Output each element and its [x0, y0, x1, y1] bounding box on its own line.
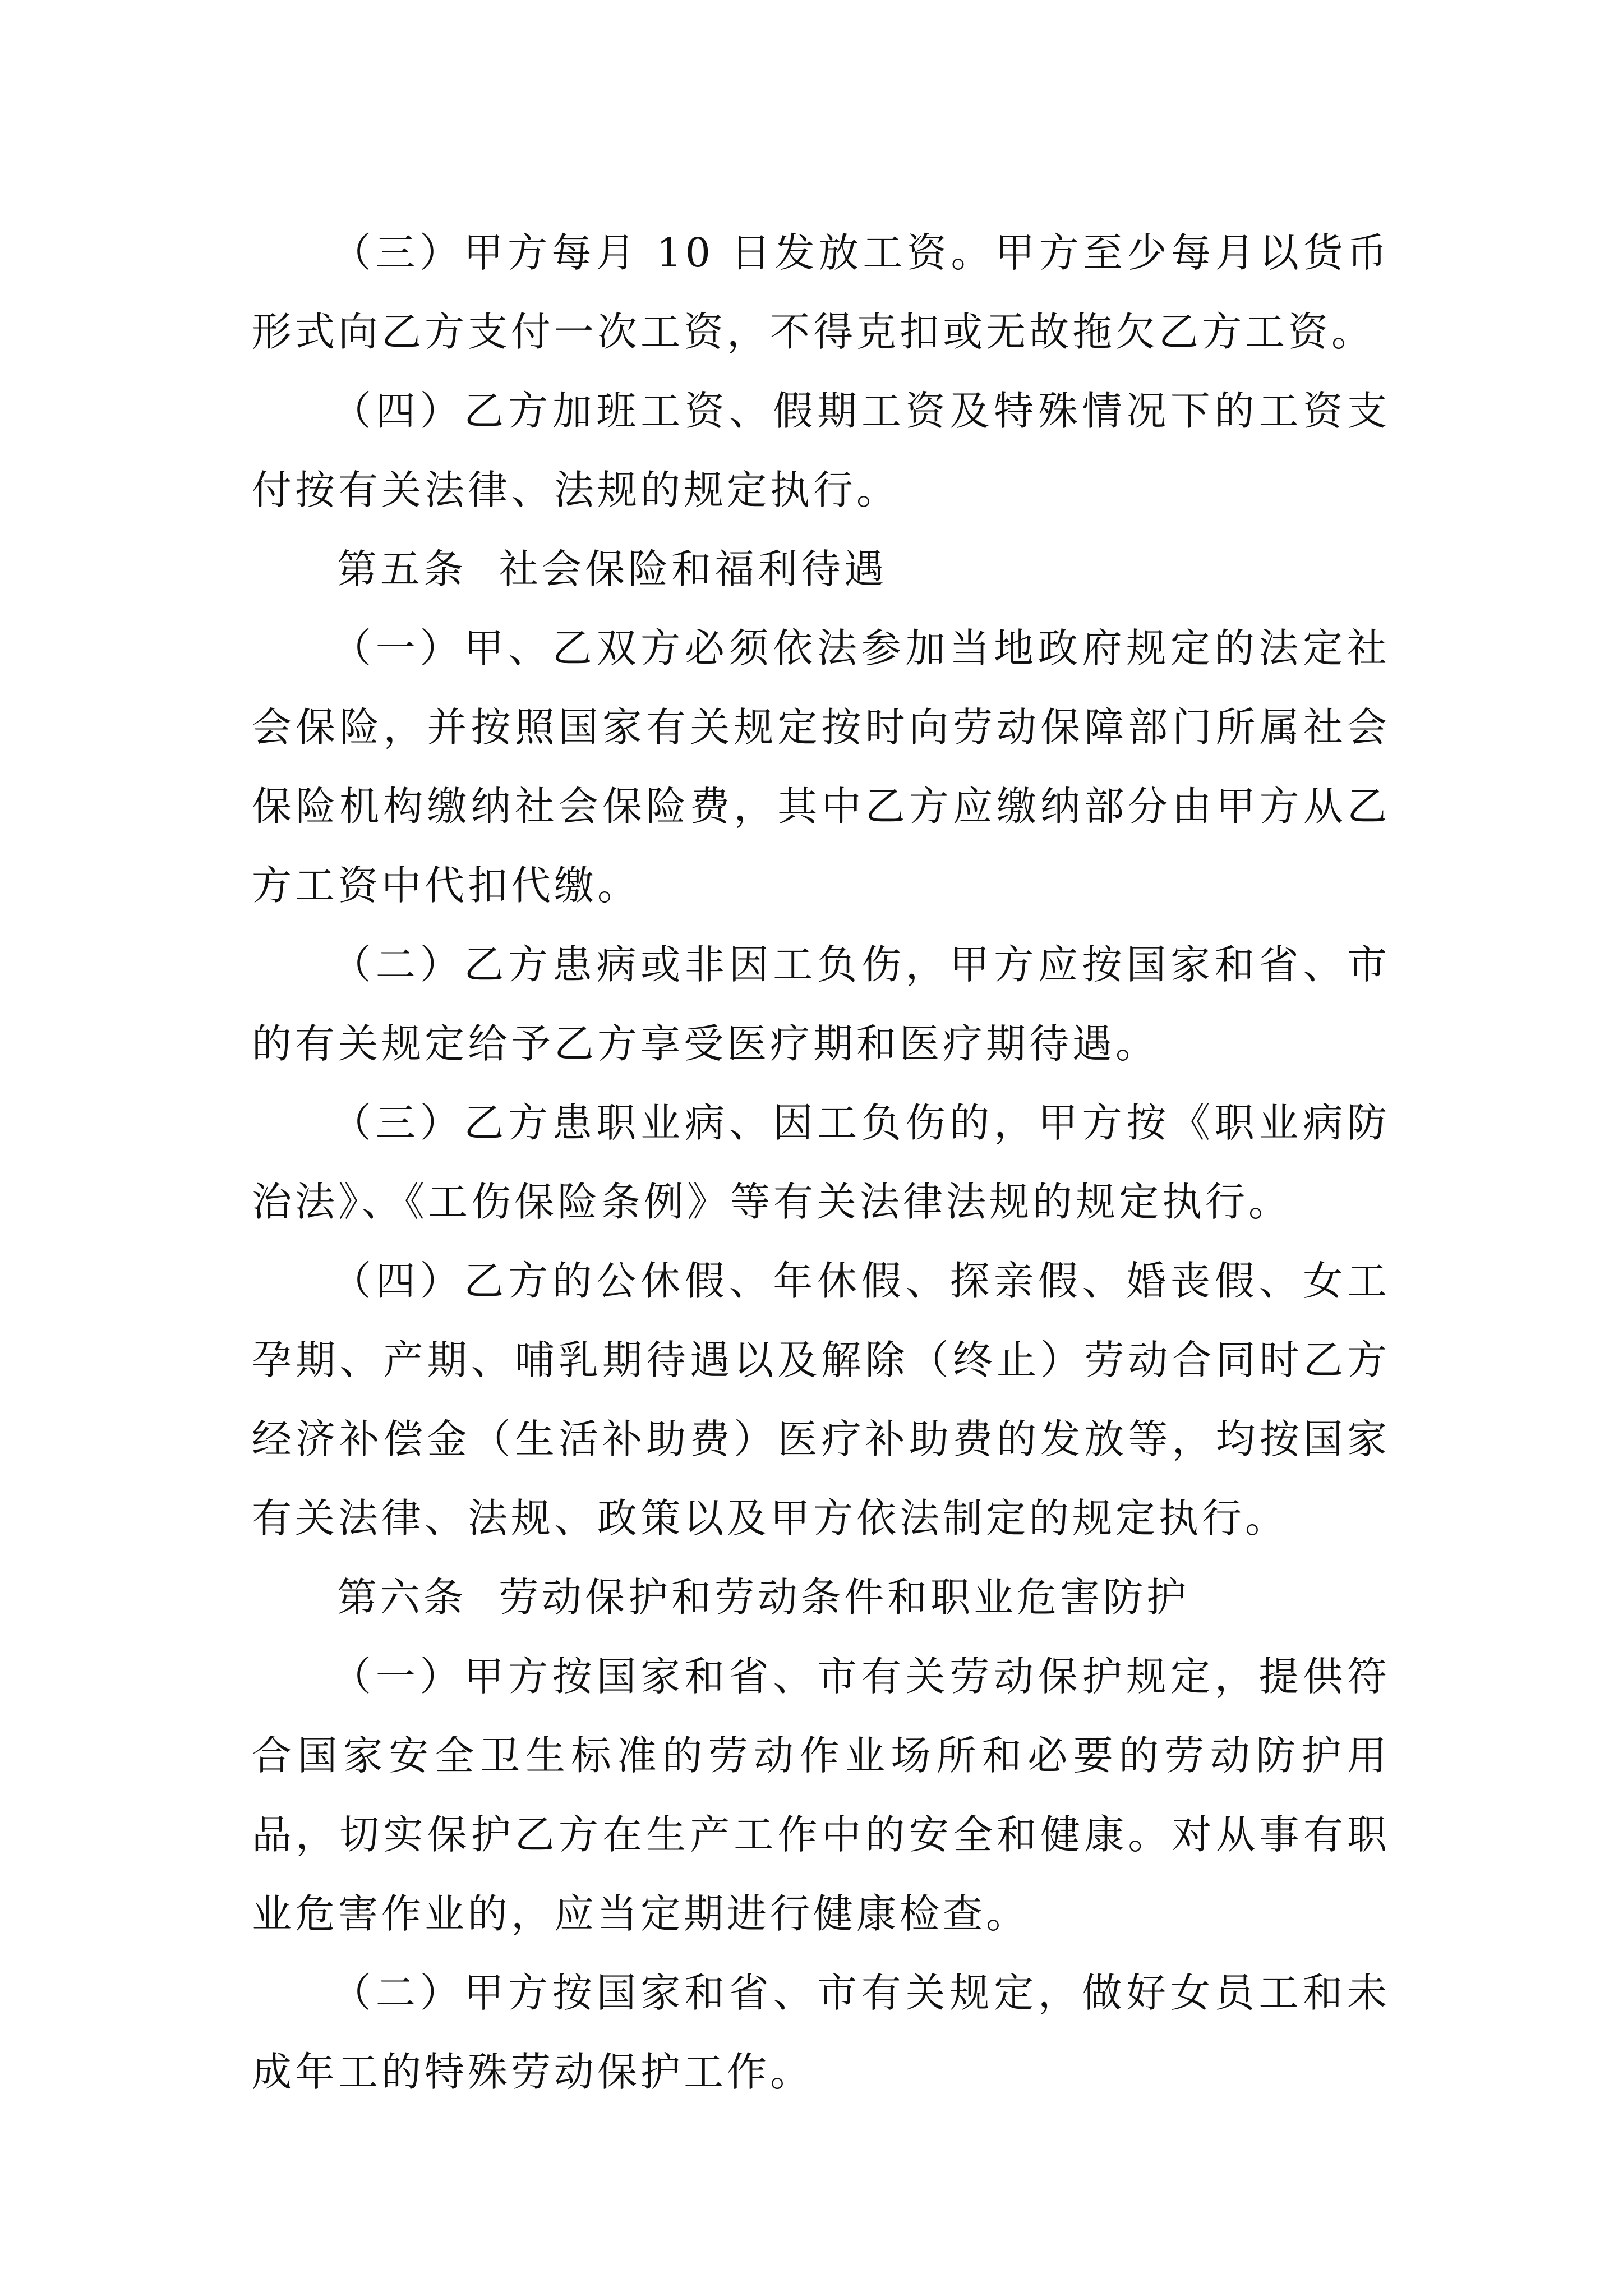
paragraph-leave-benefits: （四）乙方的公休假、年休假、探亲假、婚丧假、女工孕期、产期、哺乳期待遇以及解除（终止）劳动合同时乙方经济补偿金（生活补助费）医疗补助费的发放等，均按国家有关法律、法规、政策以及甲方依法制定的规定执行。: [252, 1258, 1390, 1542]
paragraph-occupational-disease: （三）乙方患职业病、因工负伤的，甲方按《职业病防治法》、《工伤保险条例》等有关法律法规的规定执行。: [252, 1099, 1390, 1225]
paragraph-wage-payment-date: （三）甲方每月 10 日发放工资。甲方至少每月以货币形式向乙方支付一次工资，不得克扣或无故拖欠乙方工资。: [252, 229, 1390, 355]
article-5-heading: 第五条 社会保险和福利待遇: [337, 546, 888, 592]
paragraph-special-protection: （二）甲方按国家和省、市有关规定，做好女员工和未成年工的特殊劳动保护工作。: [252, 1970, 1390, 2095]
paragraph-overtime-wages: （四）乙方加班工资、假期工资及特殊情况下的工资支付按有关法律、法规的规定执行。: [252, 388, 1390, 513]
paragraph-sick-leave: （二）乙方患病或非因工负伤，甲方应按国家和省、市的有关规定给予乙方享受医疗期和医疗期待遇。: [252, 941, 1390, 1067]
article-6-heading: 第六条 劳动保护和劳动条件和职业危害防护: [337, 1574, 1190, 1621]
document-body: [252, 213, 1390, 2111]
paragraph-social-insurance: （一）甲、乙双方必须依法参加当地政府规定的法定社会保险，并按照国家有关规定按时向劳动保障部门所属社会保险机构缴纳社会保险费，其中乙方应缴纳部分由甲方从乙方工资中代扣代缴。: [252, 625, 1390, 909]
paragraph-labor-protection: （一）甲方按国家和省、市有关劳动保护规定，提供符合国家安全卫生标准的劳动作业场所和必要的劳动防护用品，切实保护乙方在生产工作中的安全和健康。对从事有职业危害作业的，应当定期进行健康检查。: [252, 1653, 1390, 1937]
